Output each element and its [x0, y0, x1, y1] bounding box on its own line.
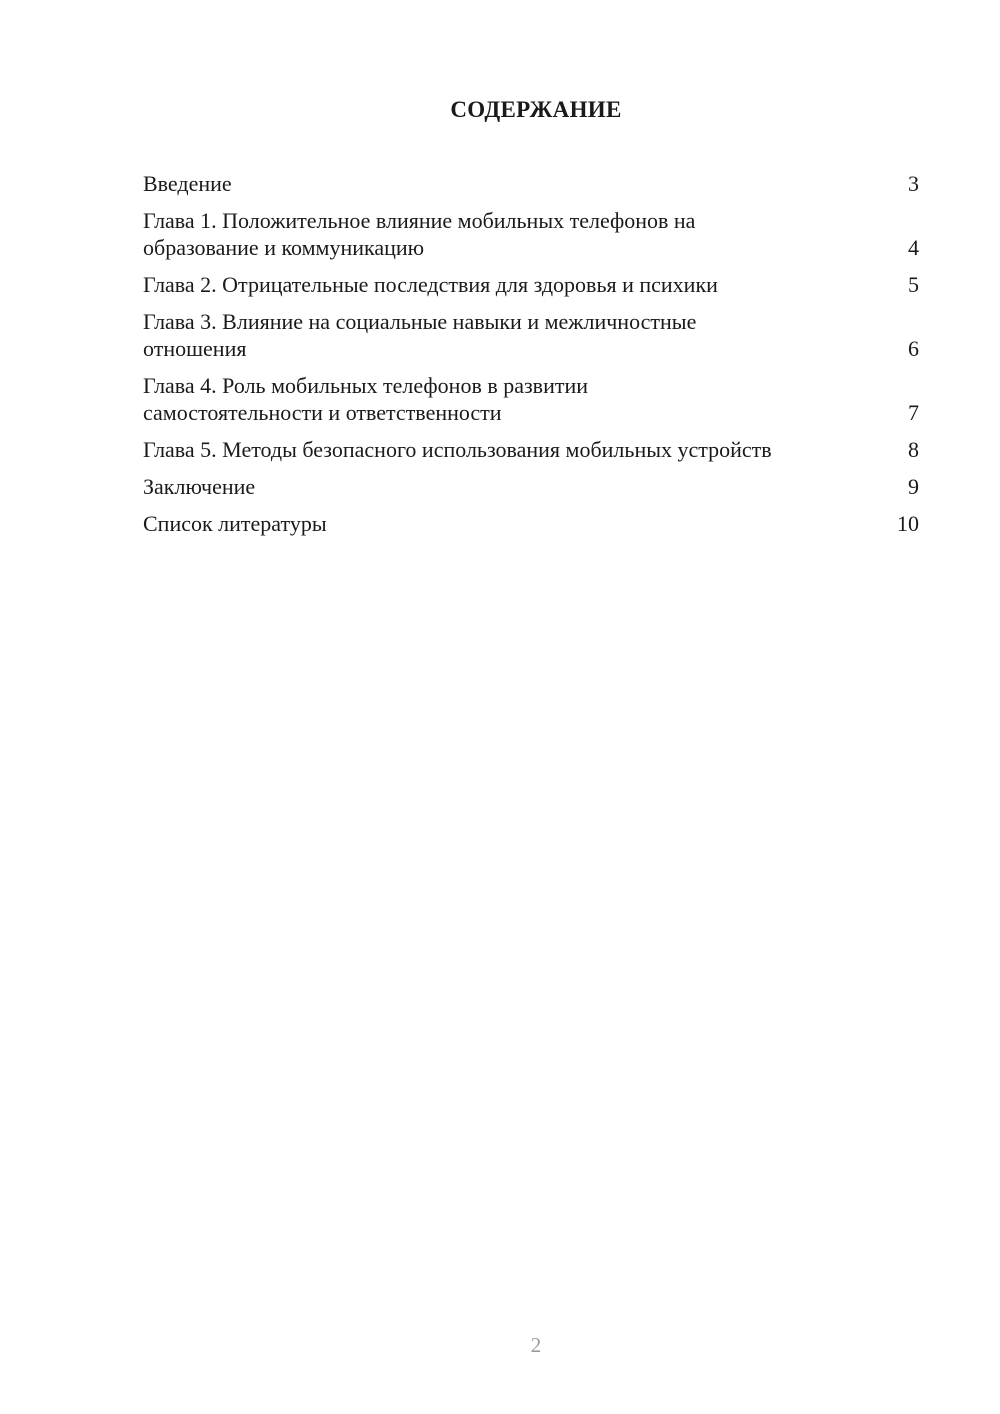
page-number: 2: [530, 1333, 542, 1357]
toc-item-page: 4: [908, 235, 919, 260]
toc-item-label: Список литературы: [143, 511, 327, 536]
toc-item: [143, 510, 919, 537]
toc-item: [143, 271, 919, 298]
toc-item: [143, 207, 919, 261]
toc-item-page: 3: [908, 171, 919, 196]
toc-item-page: 5: [908, 272, 919, 297]
toc-item-page: 7: [908, 400, 919, 425]
toc-item: [143, 473, 919, 500]
toc-title: СОДЕРЖАНИЕ: [450, 97, 622, 122]
toc-item: [143, 436, 919, 463]
toc-item-page: 10: [897, 511, 919, 536]
toc-item-label: Глава 5. Методы безопасного использования мобильных устройств: [143, 437, 772, 462]
table-of-contents: [143, 170, 919, 547]
toc-item-label: Глава 2. Отрицательные последствия для здоровья и психики: [143, 272, 718, 297]
toc-item-label: Глава 3. Влияние на социальные навыки и межличностные отношения: [143, 309, 697, 361]
toc-item: [143, 170, 919, 197]
toc-item-page: 9: [908, 474, 919, 499]
toc-item-label: Введение: [143, 171, 232, 196]
toc-item-label: Глава 1. Положительное влияние мобильных телефонов на образование и коммуникацию: [143, 208, 696, 260]
toc-item-label: Глава 4. Роль мобильных телефонов в развитии самостоятельности и ответственности: [143, 373, 589, 425]
toc-item: [143, 372, 919, 426]
toc-item-label: Заключение: [143, 474, 256, 499]
toc-item-page: 6: [908, 336, 919, 361]
toc-item-page: 8: [908, 437, 919, 462]
toc-item: [143, 308, 919, 362]
